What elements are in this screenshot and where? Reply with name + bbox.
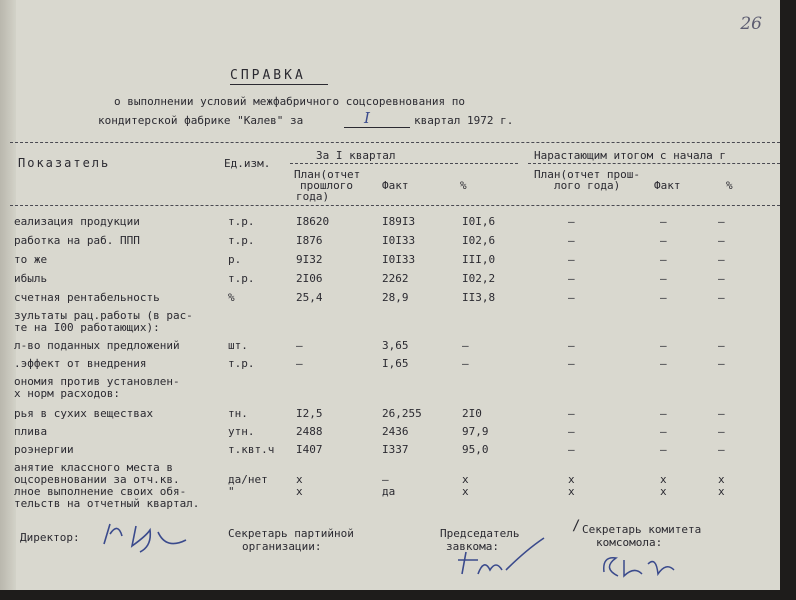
row-cum-pct: – <box>718 407 725 420</box>
row-label: л-во поданных предложений <box>14 339 180 352</box>
row-label: плива <box>14 425 48 438</box>
cumulative-group-rule <box>528 163 780 164</box>
row-unit: " <box>228 485 235 498</box>
row-cum-pct: – <box>718 253 725 266</box>
row-fact: I0I33 <box>382 234 416 247</box>
row-fact: 2262 <box>382 272 409 285</box>
row-cum-plan: – <box>568 291 575 304</box>
row-label: оцсоревновании за отч.кв. <box>14 473 180 486</box>
row-plan: х <box>296 473 303 486</box>
row-cum-fact: – <box>660 357 667 370</box>
row-unit: т.квт.ч <box>228 443 275 456</box>
row-fact: – <box>382 473 389 486</box>
row-unit: т.р. <box>228 357 255 370</box>
col-plan-q-1: План(отчет <box>294 168 361 181</box>
row-unit: утн. <box>228 425 255 438</box>
col-indicator: Показатель <box>18 156 111 170</box>
row-cum-fact: – <box>660 215 667 228</box>
row-cum-pct: – <box>718 272 725 285</box>
row-fact: I337 <box>382 443 409 456</box>
union-signature <box>448 530 558 580</box>
row-cum-plan: – <box>568 215 575 228</box>
row-unit: тн. <box>228 407 248 420</box>
row-pct: х <box>462 485 469 498</box>
row-pct: I02,2 <box>462 272 496 285</box>
row-fact: 2436 <box>382 425 409 438</box>
row-fact: 26,255 <box>382 407 422 420</box>
row-cum-plan: – <box>568 443 575 456</box>
sig-union-label-2: завкома: <box>446 540 499 553</box>
row-plan: I2,5 <box>296 407 323 420</box>
komsomol-signature <box>594 548 704 582</box>
col-cumulative-group: Нарастающим итогом с начала г <box>534 149 727 162</box>
row-cum-pct: – <box>718 425 725 438</box>
row-pct: II3,8 <box>462 291 496 304</box>
row-cum-fact: – <box>660 425 667 438</box>
document-title: СПРАВКА <box>230 68 306 83</box>
row-label: те на I00 работающих): <box>14 321 160 334</box>
title-underline <box>230 84 328 85</box>
row-cum-pct: – <box>718 215 725 228</box>
row-unit: шт. <box>228 339 248 352</box>
row-fact: I0I33 <box>382 253 416 266</box>
row-fact: I,65 <box>382 357 409 370</box>
col-fact-c: Факт <box>654 179 681 192</box>
row-unit: да/нет <box>228 473 268 486</box>
row-pct: I0I,6 <box>462 215 496 228</box>
subtitle-line-2a: кондитерской фабрике "Калев" за <box>98 114 304 127</box>
header-bottom-rule <box>10 205 780 206</box>
col-unit: Ед.изм. <box>224 157 271 170</box>
row-fact: 28,9 <box>382 291 409 304</box>
row-cum-fact: – <box>660 291 667 304</box>
director-signature <box>96 516 216 556</box>
row-cum-pct: – <box>718 339 725 352</box>
row-plan: I8620 <box>296 215 330 228</box>
row-label: то же <box>14 253 48 266</box>
col-plan-q-2: прошлого <box>300 179 353 192</box>
row-label: анятие классного места в <box>14 461 173 474</box>
col-pct-q: % <box>460 179 467 192</box>
quarter-group-rule <box>290 163 518 164</box>
row-cum-plan: х <box>568 473 575 486</box>
row-fact: 3,65 <box>382 339 409 352</box>
row-cum-pct: – <box>718 443 725 456</box>
subtitle-line-2b: квартал 1972 г. <box>414 114 514 127</box>
row-label: лное выполнение своих обя- <box>14 485 187 498</box>
page-number: 26 <box>740 14 762 34</box>
row-label: ибыль <box>14 272 48 285</box>
row-cum-pct: – <box>718 291 725 304</box>
row-plan: 2488 <box>296 425 323 438</box>
row-plan: – <box>296 357 303 370</box>
row-unit: т.р. <box>228 234 255 247</box>
row-label: работка на раб. ППП <box>14 234 140 247</box>
row-plan: 2I06 <box>296 272 323 285</box>
row-cum-plan: – <box>568 272 575 285</box>
row-pct: 2I0 <box>462 407 482 420</box>
row-cum-pct: – <box>718 234 725 247</box>
sig-komsomol-label-2: комсомола: <box>596 536 663 549</box>
row-cum-plan: – <box>568 234 575 247</box>
row-plan: 25,4 <box>296 291 323 304</box>
sig-director-label: Директор: <box>20 531 80 544</box>
sig-party-label-2: организации: <box>242 540 322 553</box>
row-pct: 95,0 <box>462 443 489 456</box>
row-cum-fact: – <box>660 443 667 456</box>
sig-party-label-1: Секретарь партийной <box>228 527 354 540</box>
col-plan-c-1: План(отчет прош- <box>534 168 640 181</box>
row-pct: III,0 <box>462 253 496 266</box>
row-label: счетная рентабельность <box>14 291 160 304</box>
row-cum-pct: х <box>718 485 725 498</box>
row-plan: I407 <box>296 443 323 456</box>
col-quarter-group: За I квартал <box>316 149 396 162</box>
row-plan: – <box>296 339 303 352</box>
row-label: еализация продукции <box>14 215 140 228</box>
row-label: роэнергии <box>14 443 74 456</box>
row-unit: % <box>228 291 235 304</box>
row-cum-fact: – <box>660 272 667 285</box>
col-plan-c-2: лого года) <box>554 179 621 192</box>
row-plan: х <box>296 485 303 498</box>
row-fact: да <box>382 485 396 498</box>
row-cum-fact: – <box>660 407 667 420</box>
subtitle-line-1: о выполнении условий межфабричного соцсоревнования по <box>114 95 465 108</box>
row-cum-plan: – <box>568 407 575 420</box>
row-plan: I876 <box>296 234 323 247</box>
row-pct: 97,9 <box>462 425 489 438</box>
row-plan: 9I32 <box>296 253 323 266</box>
quarter-handwritten: I <box>364 109 370 127</box>
col-pct-c: % <box>726 179 733 192</box>
row-pct: I02,6 <box>462 234 496 247</box>
row-label: рья в сухих веществах <box>14 407 154 420</box>
sig-union-label-1: Председатель <box>440 527 520 540</box>
row-cum-fact: – <box>660 339 667 352</box>
row-unit: т.р. <box>228 272 255 285</box>
row-cum-fact: – <box>660 234 667 247</box>
row-pct: – <box>462 339 469 352</box>
row-cum-plan: – <box>568 357 575 370</box>
row-pct: х <box>462 473 469 486</box>
row-cum-plan: – <box>568 425 575 438</box>
row-unit: р. <box>228 253 242 266</box>
header-top-rule <box>10 142 780 143</box>
row-label: .эффект от внедрения <box>14 357 147 370</box>
row-unit: т.р. <box>228 215 255 228</box>
quarter-underline <box>344 127 410 128</box>
col-plan-q-3: года) <box>296 190 330 203</box>
row-cum-plan: – <box>568 339 575 352</box>
row-pct: – <box>462 357 469 370</box>
row-cum-plan: – <box>568 253 575 266</box>
sig-komsomol-label-1: Секретарь комитета <box>582 523 702 536</box>
row-label: зультаты рац.работы (в рас- <box>14 309 193 322</box>
col-fact-q: Факт <box>382 179 409 192</box>
row-fact: I89I3 <box>382 215 416 228</box>
row-cum-plan: х <box>568 485 575 498</box>
row-cum-pct: х <box>718 473 725 486</box>
row-cum-fact: – <box>660 253 667 266</box>
row-cum-fact: х <box>660 485 667 498</box>
row-label: тельств на отчетный квартал. <box>14 497 200 510</box>
row-label: ономия против установлен- <box>14 375 180 388</box>
slash-mark: / <box>572 518 581 534</box>
row-cum-fact: х <box>660 473 667 486</box>
row-cum-pct: – <box>718 357 725 370</box>
row-label: х норм расходов: <box>14 387 120 400</box>
